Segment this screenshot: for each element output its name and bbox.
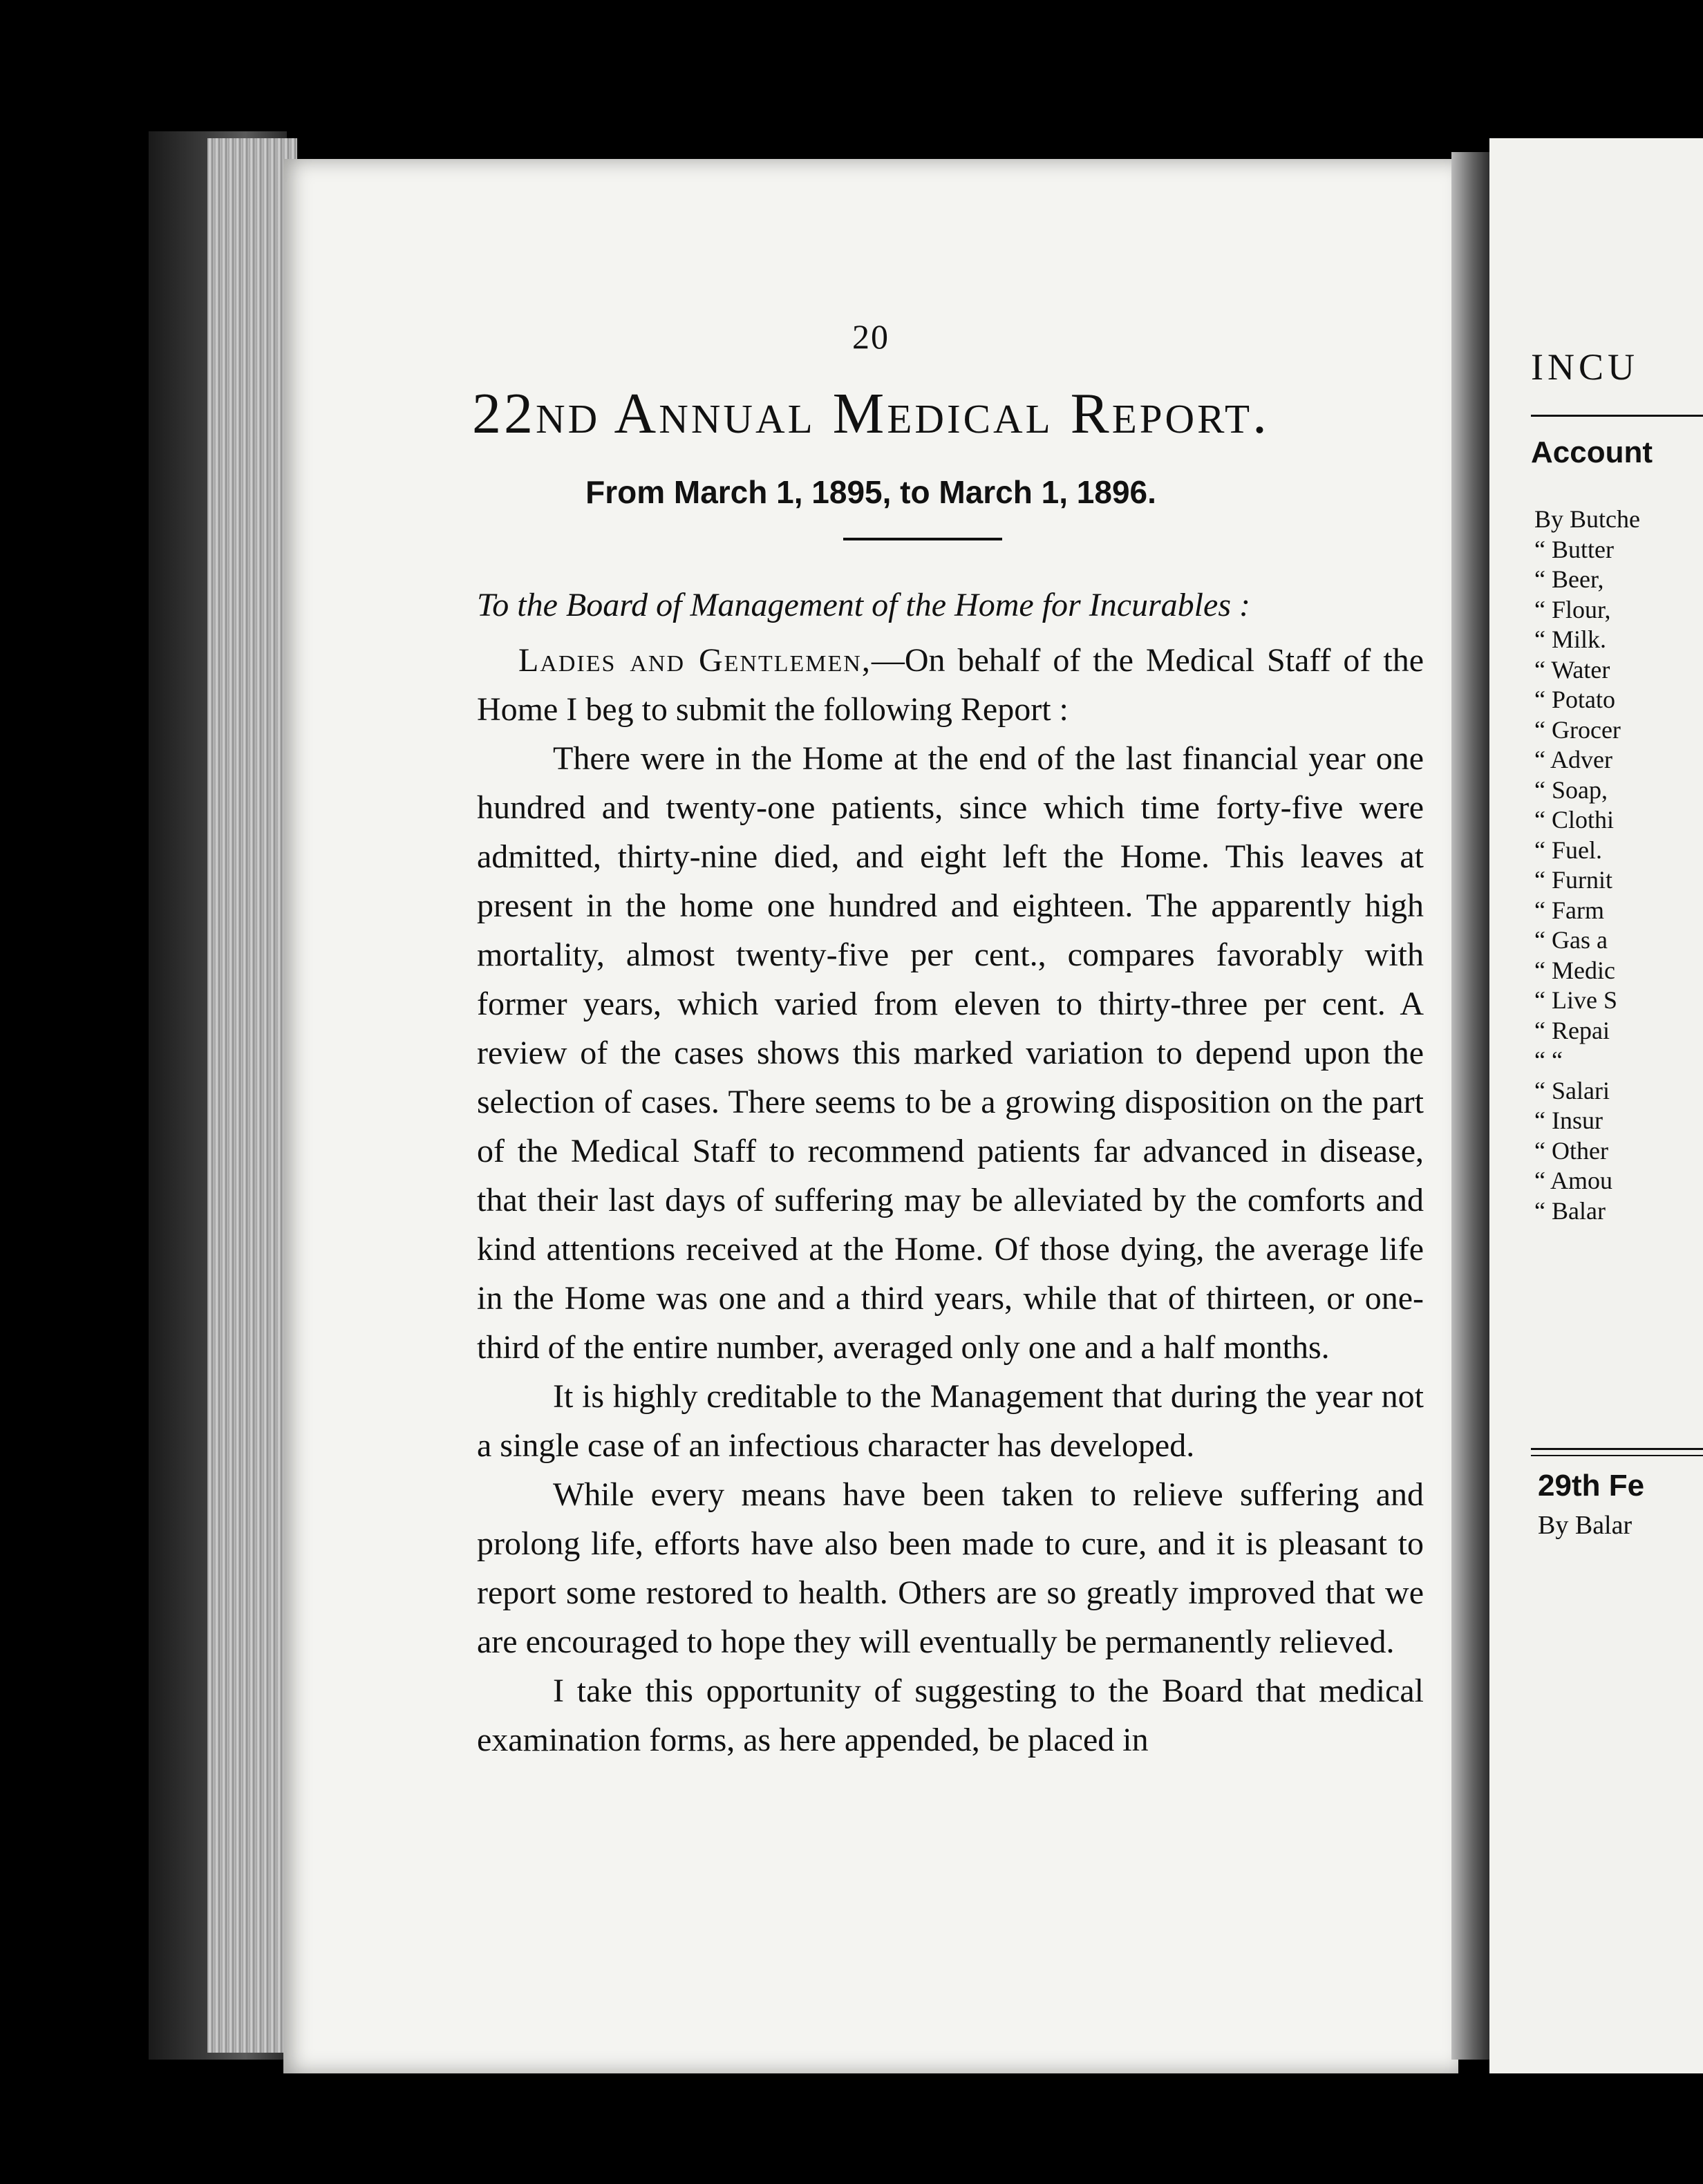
account-item: “ Balar <box>1534 1196 1606 1225</box>
salutation: To the Board of Management of the Home for Incurables : <box>477 587 1250 623</box>
paragraph <box>477 636 1424 734</box>
account-item: “ Farm <box>1534 896 1604 924</box>
account-item: “ Potato <box>1534 686 1615 713</box>
account-item: “ Flour, <box>1534 595 1611 623</box>
page-number: 20 <box>852 317 890 356</box>
right-heading-rule <box>1531 415 1703 417</box>
greeting: Ladies and Gentlemen, <box>518 642 872 679</box>
right-page-heading: INCU <box>1531 346 1639 388</box>
right-page-subheading: Account <box>1531 435 1653 469</box>
account-item: “ Repai <box>1534 1016 1610 1044</box>
right-date-label: 29th Fe <box>1538 1469 1645 1503</box>
account-item: “ Salari <box>1534 1076 1610 1104</box>
report-title: 22nd Annual Medical Report. <box>471 382 1270 446</box>
report-body <box>477 636 1424 1764</box>
account-item: “ “ <box>1534 1046 1563 1074</box>
right-double-rule-bottom <box>1531 1455 1703 1456</box>
account-item: “ Adver <box>1534 746 1612 773</box>
paragraph: It is highly creditable to the Management that during the year not a single case of an infectious character has developed. <box>477 1378 1424 1464</box>
right-double-rule-top <box>1531 1448 1703 1450</box>
account-item: “ Water <box>1534 655 1610 684</box>
account-item: “ Live S <box>1534 986 1617 1014</box>
paragraph-text: —On behalf of the Medical Staff of the Home I beg to submit the following Report : <box>477 642 1424 728</box>
account-item: “ Amou <box>1534 1167 1612 1194</box>
account-item: By Butche <box>1534 505 1640 533</box>
account-items <box>1534 505 1640 1226</box>
account-item: “ Clothi <box>1534 806 1614 834</box>
left-page <box>283 159 1458 2073</box>
paragraph: I take this opportunity of suggesting to the Board that medical examination forms, as here appended, be placed in <box>477 1673 1424 1758</box>
account-item: “ Other <box>1534 1136 1608 1165</box>
account-item: “ Soap, <box>1534 775 1608 804</box>
report-period: From March 1, 1895, to March 1, 1896. <box>585 474 1156 510</box>
account-item: “ Furnit <box>1534 866 1612 894</box>
paragraph: While every means have been taken to relieve suffering and prolong life, efforts have also been made to cure, and it is pleasant to report some restored to health. Others are so greatly improved that we are encouraged to hope they will eventually be permanently relieved. <box>477 1476 1424 1660</box>
title-rule <box>843 538 1002 540</box>
account-item: “ Gas a <box>1534 926 1608 954</box>
right-by-label: By Balar <box>1538 1511 1633 1540</box>
account-item: “ Beer, <box>1534 565 1604 593</box>
account-item: “ Fuel. <box>1534 836 1602 864</box>
account-item: “ Butter <box>1534 535 1614 563</box>
right-page <box>1489 138 1703 2073</box>
book-gutter <box>1451 152 1493 2060</box>
paragraph: There were in the Home at the end of the last financial year one hundred and twenty-one patients, since which time forty-five were admitted, thirty-nine died, and eight left the Home. This leaves at present in the home one hundred and eighteen. The apparently high mortality, almost twenty-five per cent., compares favorably with former years, which varied from eleven to thirty-three per cent. A review of the cases shows this marked variation to depend upon the selection of cases. There seems to be a growing disposition on the part of the Medical Staff to recommend patients far advanced in disease, that their last days of suffering may be alleviated by the comforts and kind attentions received at the Home. Of those dying, the average life in the Home was one and a third years, while that of thirteen, or one-third of the entire number, averaged only one and a half months. <box>477 740 1424 1366</box>
account-item: “ Grocer <box>1534 715 1621 744</box>
account-item: “ Medic <box>1534 956 1615 984</box>
account-item: “ Milk. <box>1534 625 1606 653</box>
account-item: “ Insur <box>1534 1107 1603 1134</box>
